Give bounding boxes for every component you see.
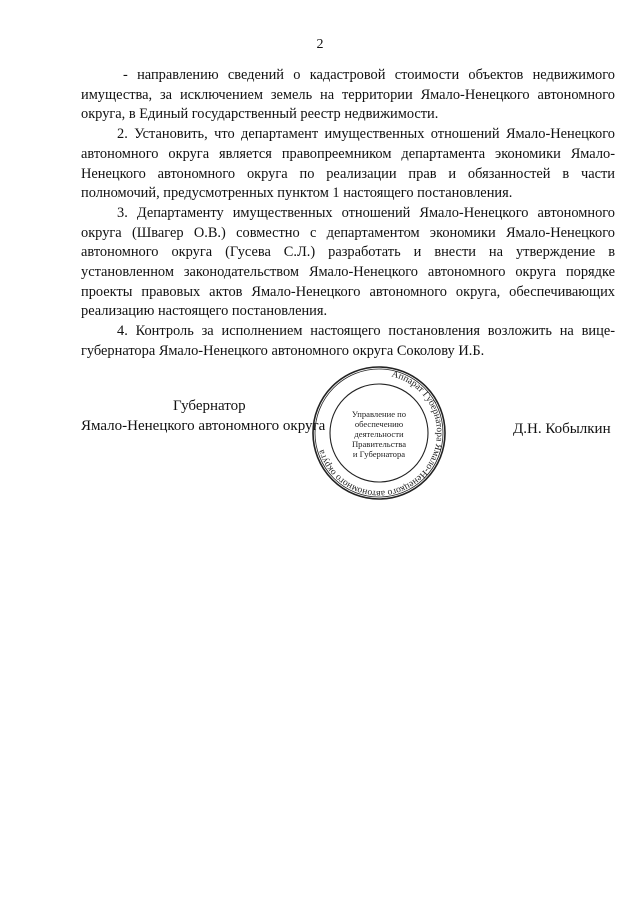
svg-text:Управление по: Управление по	[351, 409, 407, 419]
svg-text:деятельности: деятельности	[354, 429, 404, 439]
signatory-title: Губернатор	[173, 398, 246, 414]
signatory-organization: Ямало-Ненецкого автономного округа	[81, 418, 326, 434]
svg-text:обеспечению: обеспечению	[354, 419, 404, 429]
svg-text:Аппарат Губернатора Ямало-Нене: Аппарат Губернатора Ямало-Ненецкого автономного округа	[316, 369, 445, 499]
svg-text:Правительства: Правительства	[351, 439, 407, 449]
paragraph-4: 4. Контроль за исполнением настоящего постановления возложить на вице-губернатора Ямало-Ненецкого автономного округа Соколову И.Б.	[81, 323, 615, 359]
paragraph-3: 3. Департаменту имущественных отношений Ямало-Ненецкого автономного округа (Швагер О.В.) совместно с департаментом экономики Ямало-Ненецкого автономного округа (Гусева С.Л.) разработать и внести на утверждение в установленном законодательством Ямало-Ненецкого автономного округа порядке проекты правовых актов Ямало-Ненецкого автономного округа, обеспечивающих реализацию настоящего постановления.	[81, 204, 615, 320]
official-seal-stamp	[311, 365, 447, 501]
page-number: 2	[316, 37, 324, 52]
paragraph-2: 2. Установить, что департамент имущественных отношений Ямало-Ненецкого автономного округа является правопреемником департамента экономики Ямало-Ненецкого автономного округа по реализации прав и обязанностей в части полномочий, предусмотренных пунктом 1 настоящего постановления.	[81, 126, 615, 202]
signatory-name: Д.Н. Кобылкин	[513, 421, 611, 437]
svg-text:и Губернатора: и Губернатора	[352, 449, 406, 459]
paragraph-direction: - направлению сведений о кадастровой стоимости объектов недвижимого имущества, за исключением земель на территории Ямало-Ненецкого автономного округа, в Единый государственный реестр недвижимости.	[81, 67, 615, 123]
